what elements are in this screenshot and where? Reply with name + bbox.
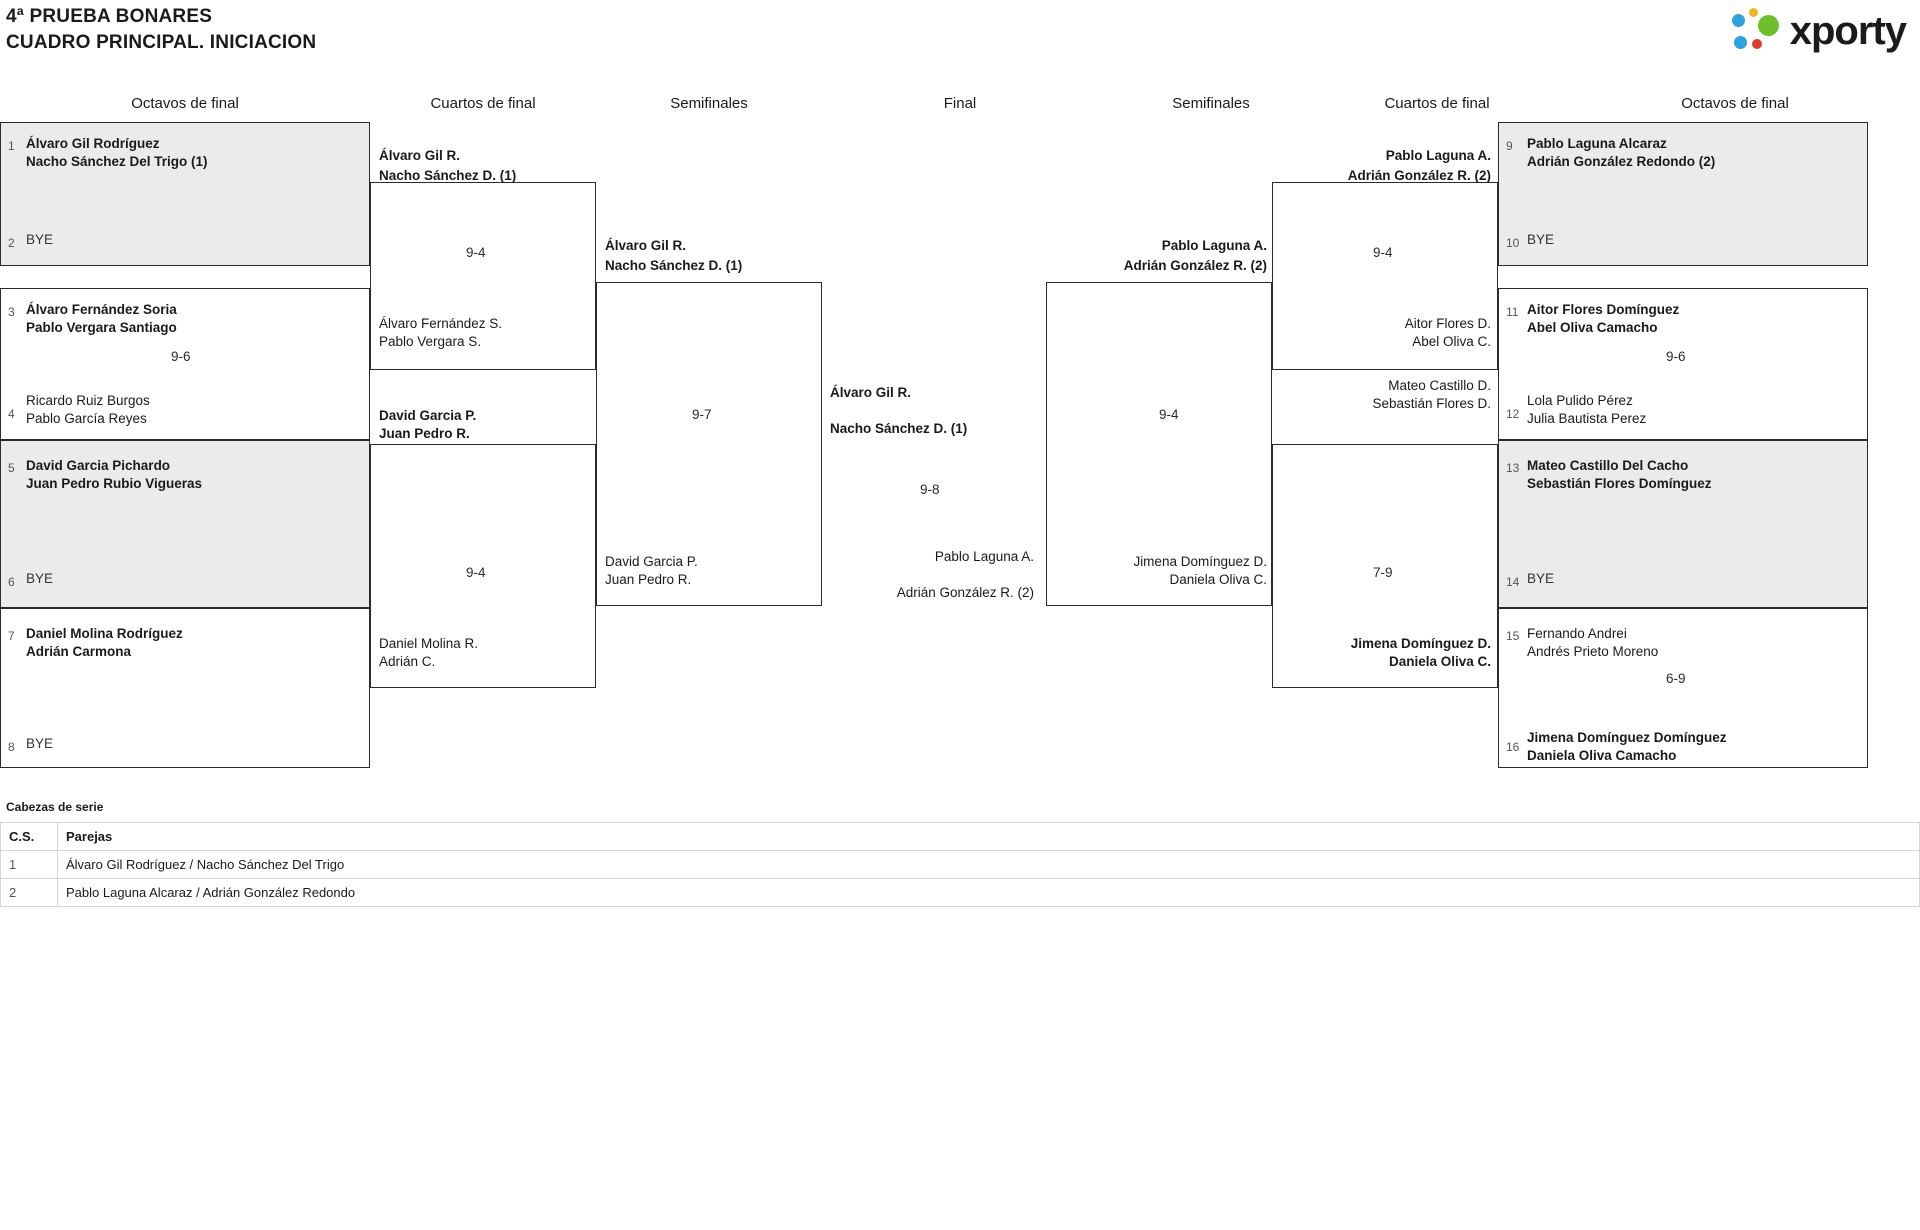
match-score: 9-4 <box>1373 245 1393 260</box>
match-score: 7-9 <box>1373 565 1393 580</box>
player-line: Nacho Sánchez D. (1) <box>379 168 517 183</box>
match-box-left-r16-1[interactable] <box>0 122 370 266</box>
round-header-left-sf: Semifinales <box>670 95 748 112</box>
table-row[interactable] <box>1 851 1920 879</box>
seed-number: 1 <box>8 139 15 153</box>
match-score: 9-4 <box>466 245 486 260</box>
seed-number: 1 <box>1 851 58 879</box>
seed-number: 4 <box>8 407 15 421</box>
player-line: Álvaro Gil R. <box>605 238 687 253</box>
player-line: Pablo Vergara S. <box>379 334 482 349</box>
player-line: Adrián Carmona <box>26 644 132 659</box>
seed-number: 10 <box>1506 236 1520 250</box>
match-box-left-qf-1[interactable] <box>370 148 596 370</box>
player-line: Abel Oliva Camacho <box>1527 320 1658 335</box>
bye-label: BYE <box>1527 571 1555 586</box>
player-line: Mateo Castillo D. <box>1388 378 1491 393</box>
seed-number: 3 <box>8 305 15 319</box>
player-line: Nacho Sánchez D. (1) <box>605 258 743 273</box>
seed-number: 16 <box>1506 740 1520 754</box>
player-line: Pablo Laguna A. <box>1161 238 1267 253</box>
match-box-right-qf-1[interactable] <box>1272 148 1498 370</box>
seed-number: 7 <box>8 629 15 643</box>
round-header-left-qf: Cuartos de final <box>430 95 536 112</box>
player-line: Nacho Sánchez Del Trigo (1) <box>26 154 208 169</box>
match-box-right-r16-3[interactable] <box>1498 440 1868 608</box>
bye-label: BYE <box>26 232 54 247</box>
player-line: David Garcia P. <box>605 554 698 569</box>
table-row[interactable] <box>1 879 1920 907</box>
seed-number: 8 <box>8 740 15 754</box>
seed-number: 2 <box>1 879 58 907</box>
final-runnerup[interactable] <box>822 548 1034 600</box>
player-line: Daniel Molina Rodríguez <box>26 626 183 641</box>
player-line: Abel Oliva C. <box>1412 334 1491 349</box>
draw-name: CUADRO PRINCIPAL. INICIACION <box>6 32 317 53</box>
match-box-left-sf[interactable] <box>596 238 822 606</box>
match-box-right-r16-2[interactable] <box>1498 288 1868 440</box>
player-line: Lola Pulido Pérez <box>1527 393 1633 408</box>
player-line: Pablo Laguna A. <box>934 549 1034 564</box>
player-line: Mateo Castillo Del Cacho <box>1527 458 1689 473</box>
seeds-caption: Cabezas de serie <box>6 800 104 814</box>
player-line: Adrián González R. (2) <box>1347 168 1491 183</box>
player-line: Aitor Flores Domínguez <box>1527 302 1680 317</box>
player-line: Daniela Oliva Camacho <box>1527 748 1677 763</box>
final-score: 9-8 <box>920 482 940 497</box>
player-line: Álvaro Gil Rodríguez <box>26 136 160 151</box>
pair-name: Pablo Laguna Alcaraz / Adrián González Redondo <box>58 879 1920 907</box>
match-box-left-qf-2[interactable] <box>370 408 596 688</box>
player-line: Juan Pedro R. <box>605 572 692 587</box>
match-box-left-r16-4[interactable] <box>0 608 370 768</box>
match-score: 9-4 <box>1159 407 1179 422</box>
round-header-right-r16: Octavos de final <box>1681 95 1789 112</box>
table-header-row <box>1 823 1920 851</box>
match-score: 9-6 <box>1666 349 1686 364</box>
match-box-right-qf-2[interactable] <box>1272 378 1498 688</box>
match-box-right-r16-4[interactable] <box>1498 608 1868 768</box>
player-line: Pablo Laguna A. <box>1385 148 1491 163</box>
seed-number: 6 <box>8 575 15 589</box>
match-score: 6-9 <box>1666 671 1686 686</box>
round-header-right-sf: Semifinales <box>1172 95 1250 112</box>
player-line: Daniela Oliva C. <box>1388 654 1491 669</box>
player-line: Julia Bautista Perez <box>1527 411 1647 426</box>
player-line: Jimena Domínguez D. <box>1133 554 1267 569</box>
player-line: Nacho Sánchez D. (1) <box>830 421 968 436</box>
match-score: 9-4 <box>466 565 486 580</box>
player-line: Juan Pedro R. <box>379 426 470 441</box>
player-line: Pablo Vergara Santiago <box>26 320 177 335</box>
player-line: Ricardo Ruiz Burgos <box>26 393 150 408</box>
match-box-right-sf[interactable] <box>1046 238 1272 606</box>
logo-wordmark: xporty <box>1789 9 1906 53</box>
round-header-left-r16: Octavos de final <box>131 95 239 112</box>
player-line: Pablo Laguna Alcaraz <box>1527 136 1667 151</box>
player-line: Juan Pedro Rubio Vigueras <box>26 476 203 491</box>
player-line: Aitor Flores D. <box>1404 316 1491 331</box>
bye-label: BYE <box>26 571 54 586</box>
player-line: Andrés Prieto Moreno <box>1527 644 1659 659</box>
seed-number: 11 <box>1506 305 1519 319</box>
player-line: Adrián González R. (2) <box>1123 258 1267 273</box>
round-header-right-qf: Cuartos de final <box>1384 95 1490 112</box>
bye-label: BYE <box>1527 232 1555 247</box>
match-score: 9-6 <box>171 349 191 364</box>
seeds-table <box>0 822 1920 907</box>
seed-number: 5 <box>8 461 15 475</box>
player-line: Álvaro Gil R. <box>379 148 461 163</box>
player-line: Sebastián Flores D. <box>1372 396 1491 411</box>
player-line: Álvaro Fernández S. <box>379 316 503 331</box>
column-header-pairs: Parejas <box>58 823 1920 851</box>
column-header-cs: C.S. <box>1 823 58 851</box>
seed-number: 9 <box>1506 139 1513 153</box>
player-line: Fernando Andrei <box>1527 626 1627 641</box>
player-line: Sebastián Flores Domínguez <box>1527 476 1712 491</box>
seed-number: 2 <box>8 236 15 250</box>
match-box-left-r16-2[interactable] <box>0 288 370 440</box>
player-line: David Garcia P. <box>379 408 477 423</box>
match-box-right-r16-1[interactable] <box>1498 122 1868 266</box>
player-line: Adrián González Redondo (2) <box>1527 154 1716 169</box>
player-line: Álvaro Fernández Soria <box>26 302 177 317</box>
player-line: Jimena Domínguez D. <box>1350 636 1491 651</box>
player-line: Daniela Oliva C. <box>1169 572 1267 587</box>
player-line: Pablo García Reyes <box>26 411 147 426</box>
player-line: Daniel Molina R. <box>379 636 479 651</box>
seed-number: 13 <box>1506 461 1520 475</box>
seed-number: 15 <box>1506 629 1520 643</box>
player-line: Álvaro Gil R. <box>830 385 912 400</box>
match-box-left-r16-3[interactable] <box>0 440 370 608</box>
seed-number: 12 <box>1506 407 1520 421</box>
seed-number: 14 <box>1506 575 1520 589</box>
bye-label: BYE <box>26 736 54 751</box>
player-line: Adrián C. <box>379 654 436 669</box>
match-score: 9-7 <box>692 407 712 422</box>
pair-name: Álvaro Gil Rodríguez / Nacho Sánchez Del Trigo <box>58 851 1920 879</box>
tournament-name: 4ª PRUEBA BONARES <box>6 6 213 27</box>
player-line: Jimena Domínguez Domínguez <box>1527 730 1727 745</box>
player-line: David Garcia Pichardo <box>26 458 171 473</box>
player-line: Adrián González R. (2) <box>896 585 1034 600</box>
round-header-final: Final <box>943 95 977 112</box>
